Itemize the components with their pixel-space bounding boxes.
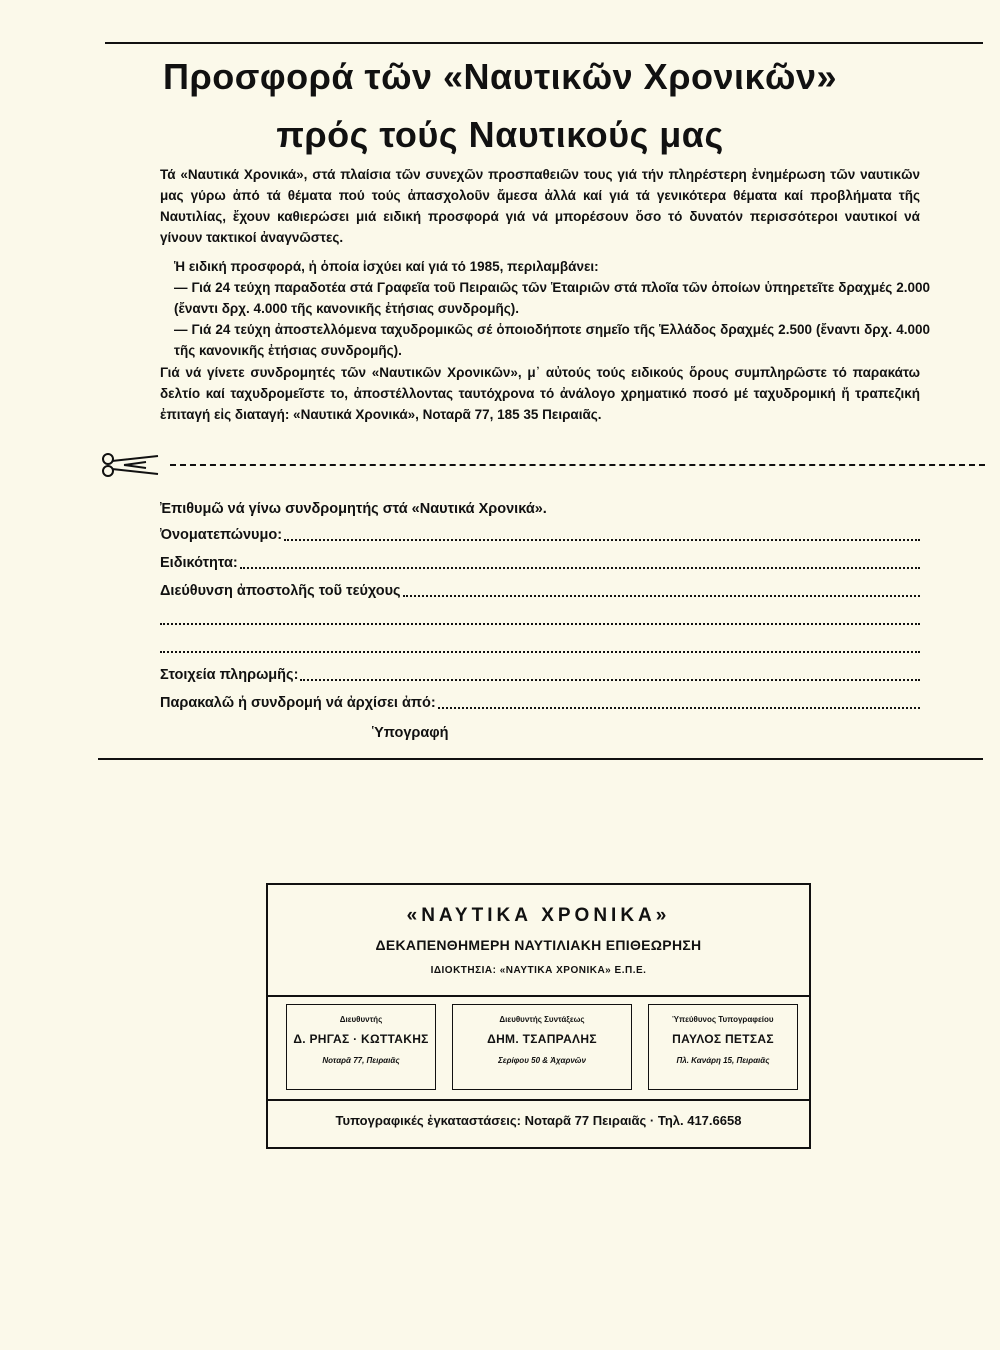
masthead-title: «ΝΑΥΤΙΚΑ ΧΡΟΝΙΚΑ»: [406, 905, 671, 926]
start-field[interactable]: [438, 707, 920, 709]
name-field[interactable]: [284, 539, 920, 541]
start-label: Παρακαλῶ ἡ συνδρομή νά ἀρχίσει ἀπό:: [160, 695, 436, 711]
masthead-owner: ΙΔΙΟΚΤΗΣΙΑ: «ΝΑΥΤΙΚΑ ΧΡΟΝΙΚΑ» Ε.Π.Ε.: [430, 965, 647, 976]
start-row: [160, 686, 920, 714]
address-field[interactable]: [403, 595, 920, 597]
scissors-icon: [100, 452, 162, 478]
subscription-form: [160, 494, 920, 744]
address-row-3: [160, 630, 920, 658]
specialty-field[interactable]: [240, 567, 920, 569]
printer-box: [648, 1004, 798, 1090]
name-label: Ὀνοματεπώνυμο:: [160, 527, 283, 543]
printer-address: Πλ. Κανάρη 15, Πειραιᾶς: [676, 1056, 770, 1065]
director-role: Διευθυντής: [339, 1015, 383, 1024]
masthead-subtitle: ΔΕΚΑΠΕΝΘΗΜΕΡΗ ΝΑΥΤΙΛΙΑΚΗ ΕΠΙΘΕΩΡΗΣΗ: [375, 937, 702, 953]
offer-details: [160, 256, 930, 361]
name-row: [160, 520, 920, 546]
specialty-label: Ειδικότητα:: [160, 555, 238, 571]
offer-item-1: — Γιά 24 τεύχη παραδοτέα στά Γραφεῖα τοῦ Πειραιῶς τῶν Ἑταιριῶν στά πλοῖα τῶν ὁποίων ὑπηρετεῖτε δραχμές 2.000 (ἔναντι δρχ. 4.000 τῆς κανονικῆς ἐτήσιας συνδρομῆς).: [174, 280, 930, 316]
address-field-line-2[interactable]: [160, 623, 920, 625]
masthead-divider: [268, 995, 809, 997]
director-name: Δ. ΡΗΓΑΣ · ΚΩΤΤΑΚΗΣ: [293, 1032, 429, 1046]
director-box: [286, 1004, 436, 1090]
top-rule: [105, 42, 983, 44]
payment-field[interactable]: [300, 679, 920, 681]
payment-row: [160, 658, 920, 686]
address-field-line-3[interactable]: [160, 651, 920, 653]
address-row: [160, 574, 920, 602]
masthead-box: [266, 883, 811, 1149]
offer-item-2: — Γιά 24 τεύχη ἀποστελλόμενα ταχυδρομικῶς σέ ὁποιοδήποτε σημεῖο τῆς Ἑλλάδος δραχμές 2.500 (ἔναντι δρχ. 4.000 τῆς κανονικῆς ἐτήσιας συνδρομῆς).: [174, 322, 930, 358]
specialty-row: [160, 546, 920, 574]
address-label: Διεύθυνση ἀποστολῆς τοῦ τεύχους: [160, 583, 401, 599]
address-row-2: [160, 602, 920, 630]
printer-name: ΠΑΥΛΟΣ ΠΕΤΣΑΣ: [672, 1032, 774, 1046]
headline-line-1: Προσφορά τῶν «Ναυτικῶν Χρονικῶν»: [162, 56, 838, 97]
signature-label: Ὑπογραφή: [372, 725, 449, 741]
offer-lead: Ἡ ειδική προσφορά, ἡ ὁποία ἰσχύει καί γιά τό 1985, περιλαμβάνει:: [174, 259, 599, 274]
editor-address: Σερίφου 50 & Ἀχαρνῶν: [498, 1056, 586, 1065]
form-bottom-rule: [98, 758, 983, 760]
masthead-footer-divider: [268, 1099, 809, 1101]
dashed-cut-line: [170, 464, 985, 466]
editor-name: ΔΗΜ. ΤΣΑΠΡΑΛΗΣ: [487, 1032, 597, 1046]
signature-row: [160, 714, 920, 744]
payment-label: Στοιχεία πληρωμῆς:: [160, 667, 299, 683]
instructions-paragraph: Γιά νά γίνετε συνδρομητές τῶν «Ναυτικῶν Χρονικῶν», μ᾽ αὐτούς τούς ειδικούς ὅρους συμπληρῶστε τό παρακάτω δελτίο καί ταχυδρομεῖστε το, ἀποστέλλοντας ταυτόχρονα τό ἀνάλογο χρηματικό ποσό μέ ταχυδρομική ἤ τραπεζική ἐπιταγή εἰς διαταγή: «Ναυτικά Χρονικά», Νοταρᾶ 77, 185 35 Πειραιᾶς.: [160, 365, 920, 422]
form-heading-row: [160, 494, 920, 520]
editor-box: [452, 1004, 632, 1090]
director-address: Νοταρᾶ 77, Πειραιᾶς: [322, 1056, 400, 1065]
headline-line-2: πρός τούς Ναυτικούς μας: [276, 114, 724, 155]
printer-role: Ὑπεύθυνος Τυπογραφείου: [672, 1015, 774, 1024]
intro-paragraph: Τά «Ναυτικά Χρονικά», στά πλαίσια τῶν συνεχῶν προσπαθειῶν τους γιά τήν πληρέστερη ἐνημέρωση τῶν ναυτικῶν μας γύρω ἀπό τά θέματα πού τούς ἀπασχολοῦν ἄμεσα ἀλλά καί γιά τά γενικότερα θέματα καί προβλήματα τῆς Ναυτιλίας, ἔχουν καθιερώσει μιά ειδική προσφορά γιά νά μπορέσουν ὅσο τό δυνατόν περισσότεροι ναυτικοί νά γίνουν τακτικοί ἀναγνῶστες.: [160, 167, 920, 245]
form-heading: Ἐπιθυμῶ νά γίνω συνδρομητής στά «Ναυτικά Χρονικά».: [160, 501, 547, 517]
cut-line: [100, 452, 985, 476]
editor-role: Διευθυντής Συντάξεως: [499, 1015, 585, 1024]
masthead-footer: Τυπογραφικές ἐγκαταστάσεις: Νοταρᾶ 77 Πειραιᾶς · Τηλ. 417.6658: [335, 1113, 742, 1128]
